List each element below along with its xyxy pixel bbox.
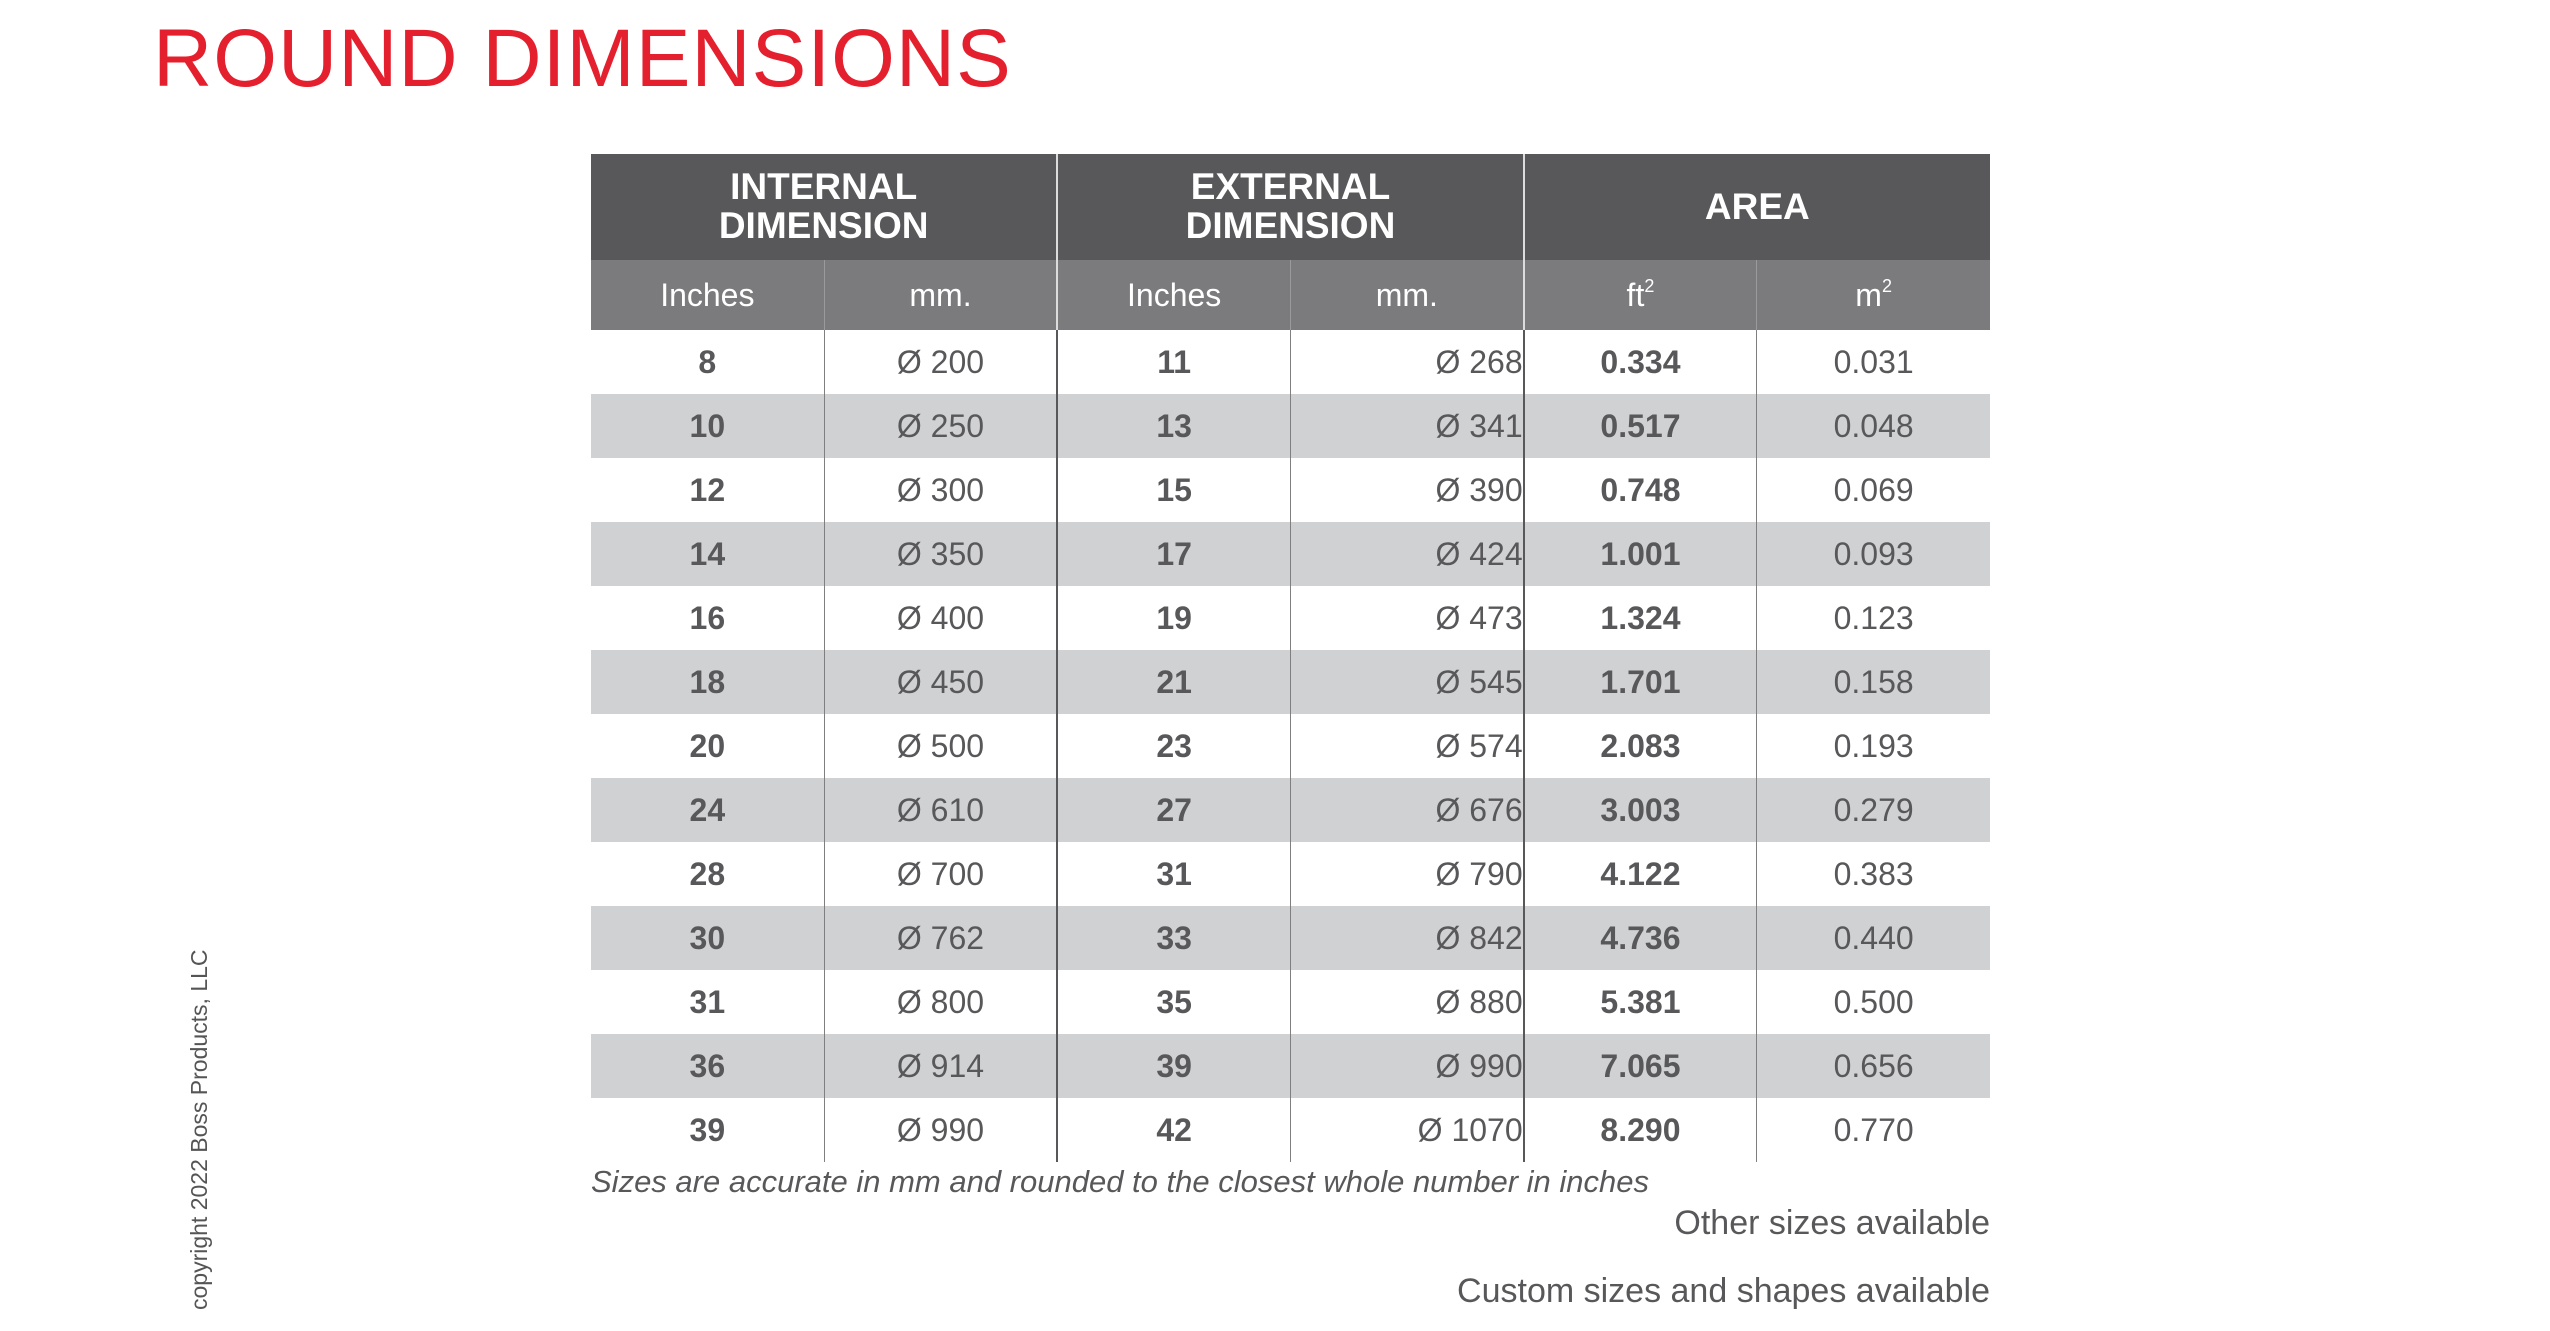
external-mm-cell: Ø 545 [1290,650,1523,714]
table-row [591,330,1990,394]
external-inches-cell: 21 [1057,650,1290,714]
area-m2-cell: 0.500 [1757,970,1990,1034]
area-ft2-cell: 4.736 [1524,906,1757,970]
internal-mm-cell: Ø 762 [824,906,1057,970]
internal-mm-cell: Ø 500 [824,714,1057,778]
area-ft2-cell: 8.290 [1524,1098,1757,1162]
external-dimension-header: EXTERNAL DIMENSION [1057,154,1523,260]
area-ft2-cell: 3.003 [1524,778,1757,842]
internal-mm-cell: Ø 300 [824,458,1057,522]
area-ft2-cell: 1.001 [1524,522,1757,586]
area-m2-cell: 0.158 [1757,650,1990,714]
external-inches-cell: 15 [1057,458,1290,522]
external-inches-cell: 39 [1057,1034,1290,1098]
external-mm-header: mm. [1290,260,1523,330]
external-inches-cell: 17 [1057,522,1290,586]
table-row [591,970,1990,1034]
internal-inches-header: Inches [591,260,824,330]
external-inches-cell: 19 [1057,586,1290,650]
area-m2-cell: 0.440 [1757,906,1990,970]
table-row [591,778,1990,842]
external-mm-cell: Ø 341 [1290,394,1523,458]
external-inches-cell: 42 [1057,1098,1290,1162]
area-ft2-cell: 0.334 [1524,330,1757,394]
copyright-text: copyright 2022 Boss Products, LLC [186,949,212,1310]
internal-mm-cell: Ø 400 [824,586,1057,650]
external-inches-cell: 23 [1057,714,1290,778]
external-inches-cell: 33 [1057,906,1290,970]
area-ft2-cell: 1.701 [1524,650,1757,714]
table-row [591,394,1990,458]
external-inches-cell: 27 [1057,778,1290,842]
internal-inches-cell: 12 [591,458,824,522]
internal-inches-cell: 31 [591,970,824,1034]
table-row [591,650,1990,714]
external-mm-cell: Ø 990 [1290,1034,1523,1098]
internal-mm-cell: Ø 700 [824,842,1057,906]
external-inches-cell: 11 [1057,330,1290,394]
area-ft2-cell: 0.517 [1524,394,1757,458]
area-m2-cell: 0.193 [1757,714,1990,778]
external-mm-cell: Ø 574 [1290,714,1523,778]
table-row [591,586,1990,650]
table-row [591,1098,1990,1162]
area-m2-cell: 0.031 [1757,330,1990,394]
external-mm-cell: Ø 390 [1290,458,1523,522]
internal-inches-cell: 28 [591,842,824,906]
area-m2-header: $m^2$ [1757,260,1990,330]
area-m2-cell: 0.093 [1757,522,1990,586]
internal-inches-cell: 20 [591,714,824,778]
area-m2-cell: 0.656 [1757,1034,1990,1098]
area-ft2-cell: 1.324 [1524,586,1757,650]
area-header: AREA [1524,154,1990,260]
external-mm-cell: Ø 268 [1290,330,1523,394]
table-row [591,522,1990,586]
internal-inches-cell: 18 [591,650,824,714]
internal-mm-header: mm. [824,260,1057,330]
external-inches-cell: 31 [1057,842,1290,906]
other-sizes-note: Other sizes available [1674,1204,1990,1242]
external-mm-cell: Ø 1070 [1290,1098,1523,1162]
internal-mm-cell: Ø 990 [824,1098,1057,1162]
table-row [591,906,1990,970]
table-body [591,330,1990,1162]
external-inches-header: Inches [1057,260,1290,330]
area-ft2-cell: 7.065 [1524,1034,1757,1098]
external-mm-cell: Ø 424 [1290,522,1523,586]
external-mm-cell: Ø 473 [1290,586,1523,650]
internal-inches-cell: 30 [591,906,824,970]
custom-sizes-note: Custom sizes and shapes available [1457,1272,1990,1310]
area-ft2-header: $ft^2$ [1524,260,1757,330]
area-m2-cell: 0.069 [1757,458,1990,522]
internal-inches-cell: 10 [591,394,824,458]
external-mm-cell: Ø 842 [1290,906,1523,970]
table-row [591,1034,1990,1098]
area-m2-cell: 0.383 [1757,842,1990,906]
internal-dimension-header: INTERNAL DIMENSION [591,154,1057,260]
internal-inches-cell: 14 [591,522,824,586]
internal-inches-cell: 16 [591,586,824,650]
group-header-row [591,154,1990,260]
page-title: ROUND DIMENSIONS [153,13,1012,104]
external-inches-cell: 35 [1057,970,1290,1034]
unit-header-row [591,260,1990,330]
external-mm-cell: Ø 880 [1290,970,1523,1034]
external-inches-cell: 13 [1057,394,1290,458]
area-ft2-cell: 2.083 [1524,714,1757,778]
table-row [591,842,1990,906]
area-m2-cell: 0.123 [1757,586,1990,650]
external-mm-cell: Ø 676 [1290,778,1523,842]
internal-mm-cell: Ø 914 [824,1034,1057,1098]
internal-inches-cell: 24 [591,778,824,842]
internal-mm-cell: Ø 250 [824,394,1057,458]
area-ft2-cell: 5.381 [1524,970,1757,1034]
area-m2-cell: 0.279 [1757,778,1990,842]
table-row [591,458,1990,522]
area-m2-cell: 0.048 [1757,394,1990,458]
area-ft2-cell: 4.122 [1524,842,1757,906]
internal-mm-cell: Ø 800 [824,970,1057,1034]
internal-mm-cell: Ø 200 [824,330,1057,394]
footnote: Sizes are accurate in mm and rounded to the closest whole number in inches [591,1164,1650,1199]
internal-mm-cell: Ø 610 [824,778,1057,842]
table-row [591,714,1990,778]
dimensions-table [591,154,1990,1162]
internal-inches-cell: 39 [591,1098,824,1162]
external-mm-cell: Ø 790 [1290,842,1523,906]
internal-inches-cell: 36 [591,1034,824,1098]
area-m2-cell: 0.770 [1757,1098,1990,1162]
area-ft2-cell: 0.748 [1524,458,1757,522]
internal-mm-cell: Ø 350 [824,522,1057,586]
internal-mm-cell: Ø 450 [824,650,1057,714]
internal-inches-cell: 8 [591,330,824,394]
